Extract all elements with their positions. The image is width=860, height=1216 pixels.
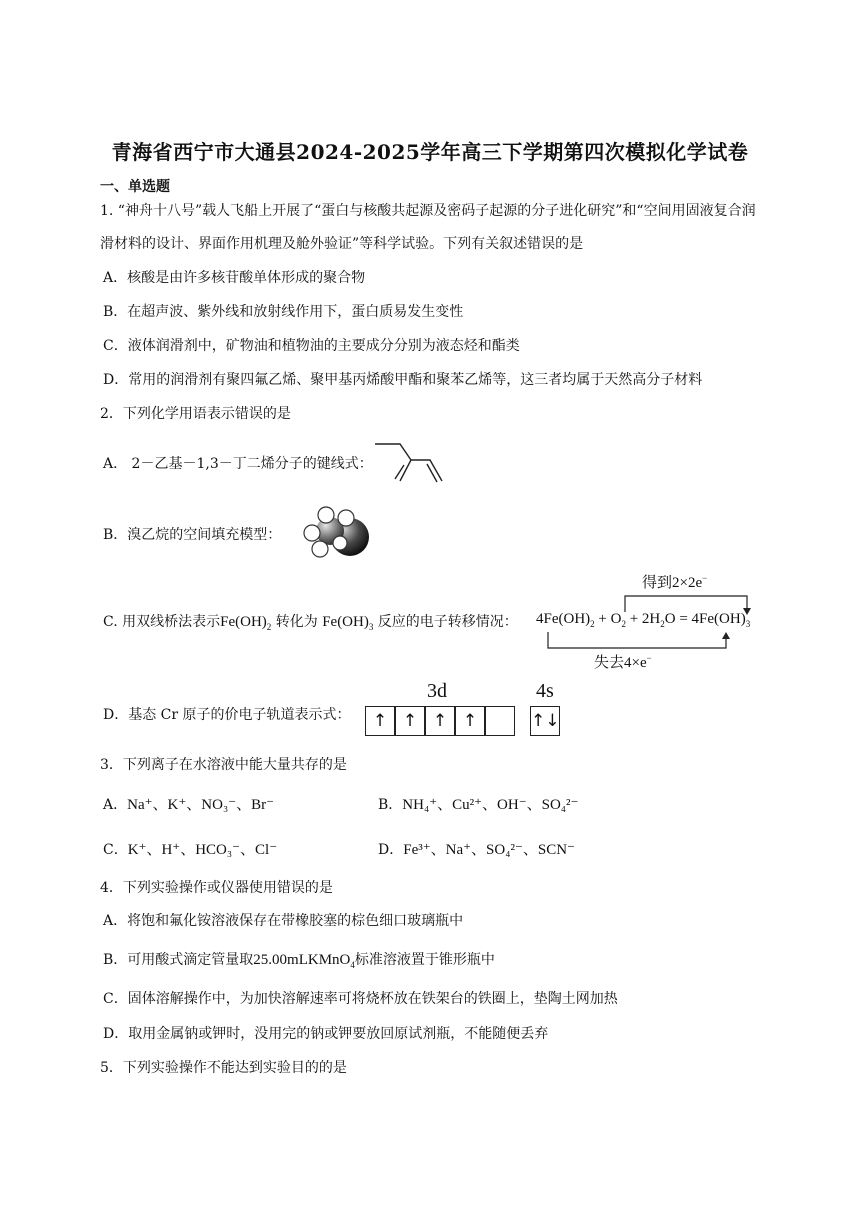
q3-option-c: C．K⁺、H⁺、HCO₃⁻、Cl⁻ — [103, 842, 278, 858]
space-filling-model-image — [296, 503, 376, 561]
q3-option-b: B．NH₄⁺、Cu²⁺、OH⁻、SO₄²⁻ — [378, 797, 579, 813]
orbital-box-3d-3: ↑ — [425, 706, 455, 736]
q4-option-a: A．将饱和氟化铵溶液保存在带橡胶塞的棕色细口玻璃瓶中 — [103, 913, 464, 929]
orbital-box-3d-2: ↑ — [395, 706, 425, 736]
q2-stem: 2．下列化学用语表示错误的是 — [100, 406, 291, 422]
q4-stem: 4．下列实验操作或仪器使用错误的是 — [100, 880, 333, 896]
orbital-box-3d-1: ↑ — [365, 706, 395, 736]
q2-option-b: B．溴乙烷的空间填充模型： — [103, 527, 282, 543]
q1-stem-line2: 滑材料的设计、界面作用机理及舱外验证”等科学试验。下列有关叙述错误的是 — [100, 236, 584, 252]
exam-title: 青海省西宁市大通县2024-2025学年高三下学期第四次模拟化学试卷 — [111, 140, 749, 164]
q1-option-b: B．在超声波、紫外线和放射线作用下，蛋白质易发生变性 — [103, 304, 464, 320]
orbital-box-3d-4: ↑ — [455, 706, 485, 736]
orbital-label-3d: 3d — [427, 680, 447, 702]
q1-option-a: A．核酸是由许多核苷酸单体形成的聚合物 — [103, 270, 366, 286]
q4-option-c: C．固体溶解操作中，为加快溶解速率可将烧杯放在铁架台的铁圈上，垫陶土网加热 — [103, 991, 618, 1007]
q5-stem: 5．下列实验操作不能达到实验目的的是 — [100, 1060, 347, 1076]
q2-option-a: A． 2－乙基－1,3－丁二烯分子的键线式： — [103, 456, 373, 472]
skeletal-formula-image — [370, 440, 450, 486]
q4-option-b: B．可用酸式滴定管量取25.00mLKMnO$_4$标准溶液置于锥形瓶中 — [103, 952, 495, 970]
q1-stem-line1: 1. “神舟十八号”载人飞船上开展了“蛋白与核酸共起源及密码子起源的分子进化研究”和“空间用固液复合润 — [100, 203, 756, 219]
q1-option-d: D．常用的润滑剂有聚四氟乙烯、聚甲基丙烯酸甲酯和聚苯乙烯等，这三者均属于天然高分子材料 — [103, 372, 703, 388]
reaction-equation: $4Fe(OH)_2 + O_2 + 2H_2O = 4Fe(OH)_3$ — [536, 611, 751, 629]
electron-gain-label: 得到2×2e− — [642, 573, 708, 591]
q4-option-d: D．取用金属钠或钾时，没用完的钠或钾要放回原试剂瓶，不能随便丢弃 — [103, 1026, 549, 1042]
orbital-label-4s: 4s — [536, 680, 554, 702]
q1-option-c: C．液体润滑剂中，矿物油和植物油的主要成分分别为液态烃和酯类 — [103, 338, 520, 354]
q2-option-c: C. 用双线桥法表示$Fe(OH)_2$ 转化为 $Fe(OH)_3$ 反应的电子转移情况： — [103, 614, 518, 632]
section-heading: 一、单选题 — [100, 179, 170, 195]
q3-option-d: D．Fe³⁺、Na⁺、SO₄²⁻、SCN⁻ — [378, 842, 575, 858]
q3-stem: 3．下列离子在水溶液中能大量共存的是 — [100, 757, 347, 773]
q2-option-d: D．基态 Cr 原子的价电子轨道表示式： — [103, 707, 351, 723]
orbital-box-3d-5 — [485, 706, 515, 736]
q3-option-a: A．Na⁺、K⁺、NO₃⁻、Br⁻ — [103, 797, 275, 813]
electron-loss-label: 失去4×e− — [594, 653, 652, 671]
orbital-box-4s: ↑↓ — [530, 706, 560, 736]
